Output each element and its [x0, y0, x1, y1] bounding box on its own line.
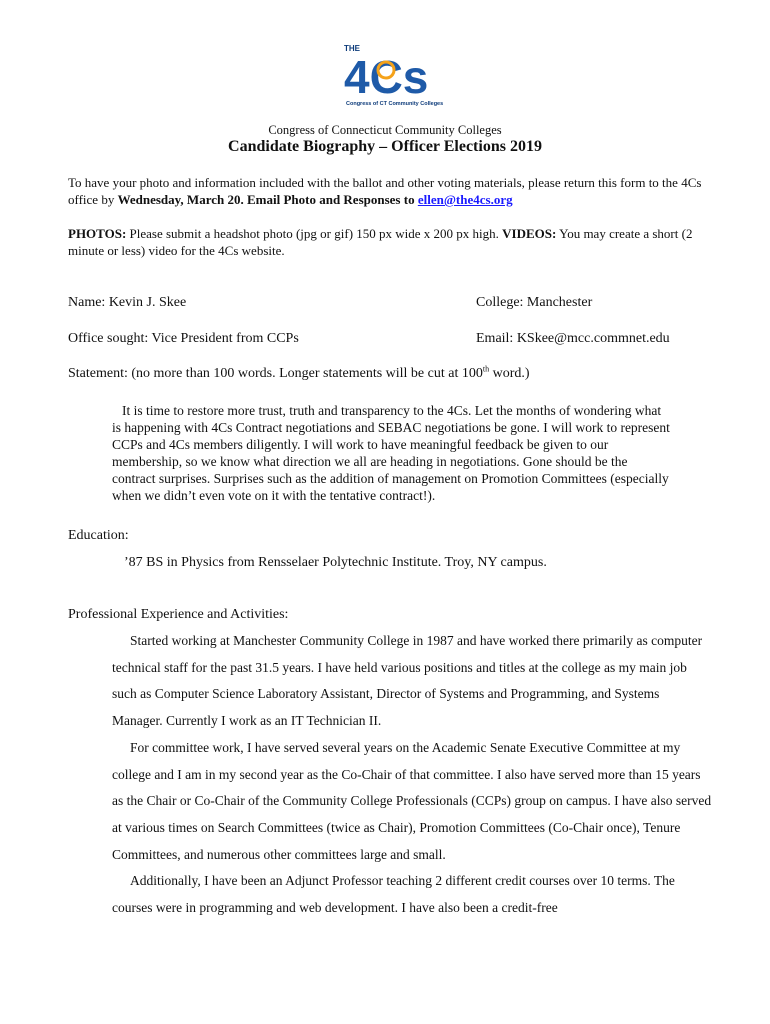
- professional-paragraph: Started working at Manchester Community College in 1987 and have worked there primarily as computer technical staff for the past 31.5 years. I have held various positions and titles at the college as my main job such as Computer Science Laboratory Assistant, Director of Systems and Programming, and Systems Manager. Currently I work as an IT Technician II.: [112, 633, 703, 729]
- photos-text: Please submit a headshot photo (jpg or gif) 150 px wide x 200 px high.: [126, 226, 503, 241]
- college-field: College: Manchester: [476, 295, 593, 310]
- logo-subtitle: Congress of CT Community Colleges: [346, 101, 444, 107]
- photos-label: PHOTOS:: [68, 226, 127, 241]
- form-title: Candidate Biography – Officer Elections 2019: [228, 138, 542, 155]
- professional-label: Professional Experience and Activities:: [68, 607, 289, 622]
- 4cs-logo: [330, 38, 460, 110]
- videos-label: VIDEOS:: [502, 226, 557, 241]
- 4cs-logo-graphic: [330, 38, 460, 110]
- contact-email-link[interactable]: ellen@the4cs.org: [417, 192, 513, 207]
- deadline-text: Wednesday, March 20. Email Photo and Responses to: [117, 192, 418, 207]
- professional-body: [112, 628, 712, 922]
- intro-paragraph: [68, 174, 708, 208]
- logo-the-text: THE: [344, 44, 360, 53]
- statement-label-sup: th: [482, 364, 490, 374]
- professional-paragraph: For committee work, I have served several years on the Academic Senate Executive Committee at my college and I am in my second year as the Co-Chair of that committee. I also have served more than 15 years as the Chair or Co-Chair of the Community College Professionals (CCPs) group on campus. I have also served at various times on Search Committees (twice as Chair), Promotion Committees (Co-Chair once), Tenure Committees, and numerous other committees large and small.: [112, 739, 712, 862]
- office-field: Office sought: Vice President from CCPs: [68, 331, 299, 346]
- email-field: Email: KSkee@mcc.commnet.edu: [476, 331, 670, 346]
- logo-main-text: 4Cs: [344, 51, 429, 103]
- org-name: Congress of Connecticut Community Colleges: [268, 123, 502, 137]
- statement-label: [68, 366, 530, 382]
- statement-label-end: word.): [489, 366, 530, 381]
- name-field: Name: Kevin J. Skee: [68, 295, 187, 310]
- statement-body: It is time to restore more trust, truth and transparency to the 4Cs. Let the months of wondering what is happening with 4Cs Contract negotiations and SEBAC negotiations be gone. I will work to represent CCPs and 4Cs members diligently. I will work to have meaningful feedback be given to our membership, so we know what direction we all are heading in negotiations. Gone should be the contract surprises. Surprises such as the addition of management on Promotion Committees (especially when we didn’t even vote on it with the tentative contract!).: [112, 403, 670, 503]
- education-label: Education:: [68, 528, 129, 543]
- education-entry: ’87 BS in Physics from Rensselaer Polytechnic Institute. Troy, NY campus.: [124, 555, 547, 570]
- statement-label-text: Statement: (no more than 100 words. Longer statements will be cut at 100: [68, 366, 483, 381]
- professional-paragraph: Additionally, I have been an Adjunct Professor teaching 2 different credit courses over 10 terms. The courses were in programming and web development. I have also been a credit-free: [112, 873, 675, 916]
- media-instructions: [68, 225, 708, 259]
- intro-text: To have your photo and information included with the ballot and other voting materials, please return this form to the 4Cs office by: [68, 175, 702, 207]
- videos-text: You may create a short (2 minute or less) video for the 4Cs website.: [68, 226, 693, 258]
